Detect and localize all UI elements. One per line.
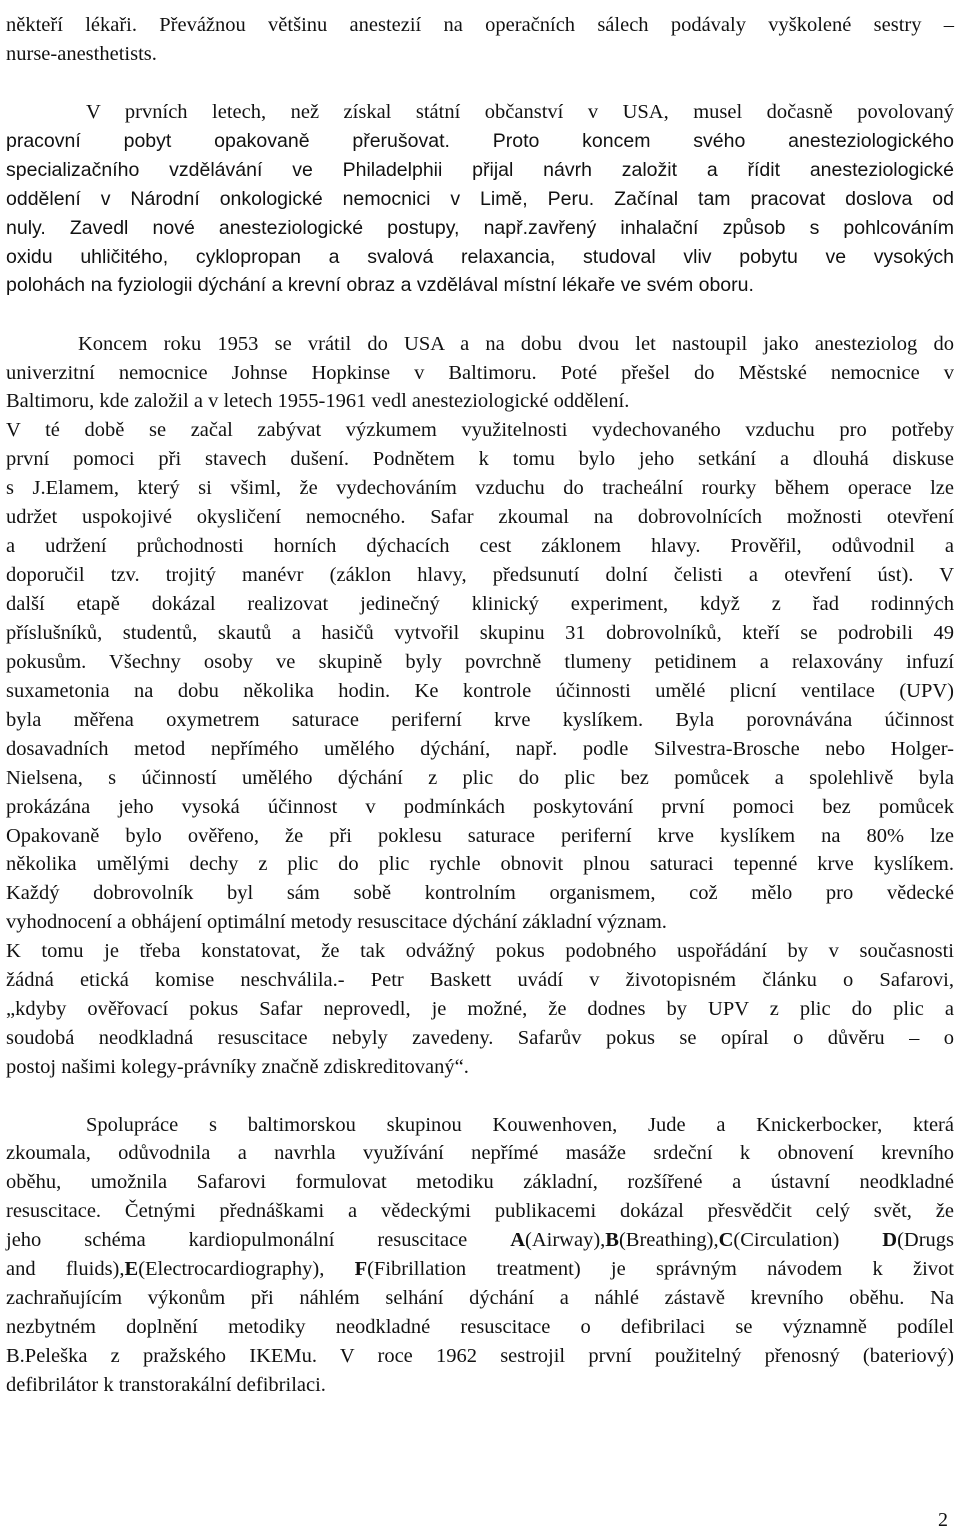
text-line: B.Peleška z pražského IKEMu. V roce 1962 sestrojil první použitelný přenosný (bateriový) xyxy=(6,1345,954,1367)
text-line: zachraňujícím výkonům při náhlém selhání dýchání a náhlé zástavě krevního oběhu. Na xyxy=(6,1287,954,1309)
text-line: pokusům. Všechny osoby ve skupině byly povrchně tlumeny petidinem a relaxovány infuzí xyxy=(6,651,954,673)
text-line: příslušníků, studentů, skautů a hasičů vytvořil skupinu 31 dobrovolníků, kteří se podrobili 49 xyxy=(6,622,954,644)
text-line: doporučil tzv. trojitý manévr (záklon hlavy, předsunutí dolní čelisti a otevření úst). V xyxy=(6,564,954,586)
text-line: „kdyby ověřovací pokus Safar neprovedl, je možné, že dodnes by UPV z plic do plic a xyxy=(6,998,954,1020)
text-line: zkoumala, odůvodnila a navrhla využívání nepřímé masáže srdeční k obnovení krevního xyxy=(6,1142,954,1164)
text-line: polohách na fyziologii dýchání a krevní obraz a vzdělával místní lékaře ve svém oboru. xyxy=(6,274,754,296)
text-line: dosavadních metod nepřímého umělého dýchání, např. podle Silvestra-Brosche nebo Holger- xyxy=(6,738,954,760)
text-line: někteří lékaři. Převážnou většinu anestezií na operačních sálech podávaly vyškolené sestry – xyxy=(6,14,954,36)
text-line: a udržení průchodnosti horních dýchacích cest záklonem hlavy. Prověřil, odůvodnil a xyxy=(6,535,954,557)
text-line: byla měřena oxymetrem saturace periferní krve kyslíkem. Byla porovnávána účinnost xyxy=(6,709,954,731)
text-line: and fluids),E(Electrocardiography), F(Fibrillation treatment) je správným návodem k život xyxy=(6,1258,954,1280)
text-line: K tomu je třeba konstatovat, že tak odvážný pokus podobného uspořádání by v současnosti xyxy=(6,940,954,962)
page-number: 2 xyxy=(938,1509,948,1531)
text-line: udržet uspokojivé okysličení nemocného. Safar zkoumal na dobrovolnících možnosti otevření xyxy=(6,506,954,528)
text-line: Baltimoru, kde založil a v letech 1955-1961 vedl anesteziologické oddělení. xyxy=(6,390,630,412)
text-line: Spolupráce s baltimorskou skupinou Kouwenhoven, Jude a Knickerbocker, která xyxy=(86,1114,954,1136)
text-line: jeho schéma kardiopulmonální resuscitace A(Airway),B(Breathing),C(Circulation) D(Drugs xyxy=(6,1229,954,1251)
text-line: oběhu, umožnila Safarovi formulovat metodiku základní, rozšířené a ústavní neodkladné xyxy=(6,1171,954,1193)
text-line: s J.Elamem, který si všiml, že vydechováním vzduchu do tracheální rourky během operace lze xyxy=(6,477,954,499)
text-line: nuly. Zavedl nové anesteziologické postupy, např.zavřený inhalační způsob s pohlcováním xyxy=(6,217,954,239)
text-line: V té době se začal zabývat výzkumem využitelnosti vydechovaného vzduchu pro potřeby xyxy=(6,419,954,441)
text-line: několika umělými dechy z plic do plic rychle obnovit plnou saturaci tepenné krve kyslíkem. xyxy=(6,853,954,875)
text-line: Koncem roku 1953 se vrátil do USA a na dobu dvou let nastoupil jako anesteziolog do xyxy=(78,333,954,355)
text-line: první pomoci při stavech dušení. Podnětem k tomu bylo jeho setkání a dlouhá diskuse xyxy=(6,448,954,470)
text-line: nezbytném doplnění metodiky neodkladné resuscitace o defibrilaci se významně podílel xyxy=(6,1316,954,1338)
text-line: Opakovaně bylo ověřeno, že při poklesu saturace periferní krve kyslíkem na 80% lze xyxy=(6,825,954,847)
text-line: vyhodnocení a obhájení optimální metody resuscitace dýchání základní význam. xyxy=(6,911,667,933)
text-line: nurse-anesthetists. xyxy=(6,43,157,65)
text-line: Každý dobrovolník byl sám sobě kontrolním organismem, což mělo pro vědecké xyxy=(6,882,954,904)
text-line: další etapě dokázal realizovat jedinečný klinický experiment, když z řad rodinných xyxy=(6,593,954,615)
text-line: Nielsena, s účinností umělého dýchání z plic do plic bez pomůcek a spolehlivě byla xyxy=(6,767,954,789)
text-line: resuscitace. Četnými přednáškami a vědeckými publikacemi dokázal přesvědčit celý svět, že xyxy=(6,1200,954,1222)
text-line: defibrilátor k transtorakální defibrilaci. xyxy=(6,1374,326,1396)
text-line: univerzitní nemocnice Johnse Hopkinse v Baltimoru. Poté přešel do Městské nemocnice v xyxy=(6,362,954,384)
text-line: oxidu uhličitého, cyklopropan a svalová relaxancia, studoval vliv pobytu ve vysokých xyxy=(6,246,954,268)
text-line: soudobá neodkladná resuscitace nebyly zavedeny. Safarův pokus se opíral o důvěru – o xyxy=(6,1027,954,1049)
text-line: suxametonia na dobu několika hodin. Ke kontrole účinnosti umělé plicní ventilace (UPV) xyxy=(6,680,954,702)
text-line: specializačního vzdělávání ve Philadelphii přijal návrh založit a řídit anesteziologické xyxy=(6,159,954,181)
text-line: V prvních letech, než získal státní občanství v USA, musel dočasně povolovaný xyxy=(86,101,954,123)
text-line: prokázána jeho vysoká účinnost v podmínkách poskytování první pomoci bez pomůcek xyxy=(6,796,954,818)
text-line: postoj našimi kolegy-právníky značně zdiskreditovaný“. xyxy=(6,1056,469,1078)
text-line: pracovní pobyt opakovaně přerušovat. Proto koncem svého anesteziologického xyxy=(6,130,954,152)
text-line: žádná etická komise neschválila.- Petr Baskett uvádí v životopisném článku o Safarovi, xyxy=(6,969,954,991)
text-line: oddělení v Národní onkologické nemocnici v Limě, Peru. Začínal tam pracovat doslova od xyxy=(6,188,954,210)
